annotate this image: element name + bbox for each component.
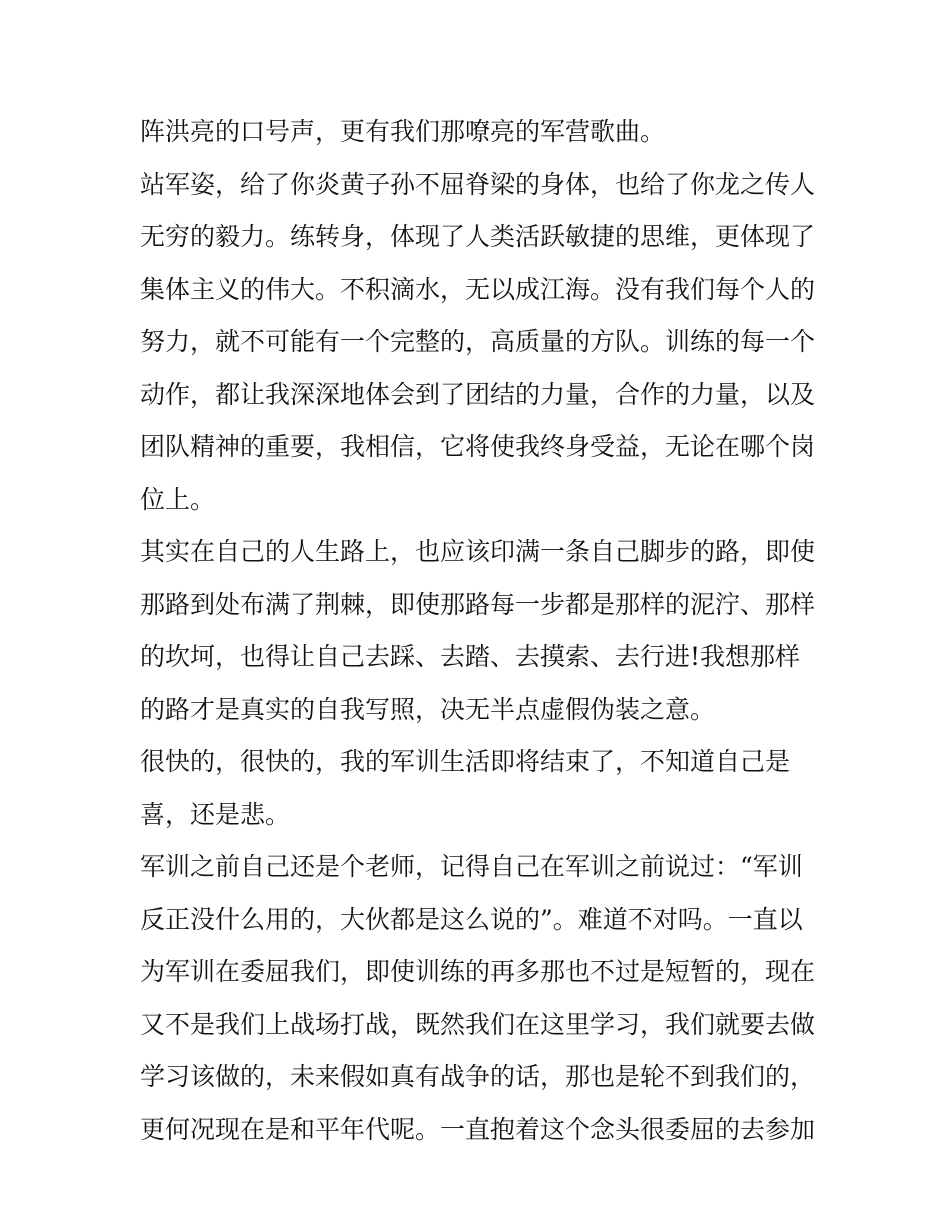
text-line: 喜，还是悲。 <box>140 799 291 829</box>
text-line: 学习该做的，未来假如真有战争的话，那也是轮不到我们的， <box>140 1062 816 1091</box>
text-line: 那路到处布满了荆棘，即使那路每一步都是那样的泥泞、那样 <box>140 589 816 619</box>
text-line: 位上。 <box>140 484 216 514</box>
text-line: 更何况现在是和平年代呢。一直抱着这个念头很委屈的去参加 <box>140 1114 816 1144</box>
text-line: 无穷的毅力。练转身，体现了人类活跃敏捷的思维，更体现了 <box>140 222 816 251</box>
text-line: 站军姿，给了你炎黄子孙不屈脊梁的身体，也给了你龙之传人 <box>140 169 816 199</box>
text-line: 的坎坷，也得让自己去踩、去踏、去摸索、去行进!我想那样 <box>140 642 801 671</box>
text-line: 反正没什么用的，大伙都是这么说的”。难道不对吗。一直以 <box>140 904 803 934</box>
text-line: 军训之前自己还是个老师，记得自己在军训之前说过：“军训 <box>140 852 803 881</box>
text-line: 的路才是真实的自我写照，决无半点虚假伪装之意。 <box>140 694 716 724</box>
text-line: 阵洪亮的口号声，更有我们那嘹亮的军营歌曲。 <box>140 117 666 146</box>
text-line: 团队精神的重要，我相信，它将使我终身受益，无论在哪个岗 <box>140 432 816 461</box>
text-line: 又不是我们上战场打战，既然我们在这里学习，我们就要去做 <box>140 1009 816 1039</box>
document-body <box>140 106 820 1156</box>
text-line: 集体主义的伟大。不积滴水，无以成江海。没有我们每个人的 <box>140 274 816 304</box>
text-line: 其实在自己的人生路上，也应该印满一条自己脚步的路，即使 <box>140 537 816 566</box>
text-line: 为军训在委屈我们，即使训练的再多那也不过是短暂的，现在 <box>140 957 816 986</box>
text-line: 动作，都让我深深地体会到了团结的力量，合作的力量，以及 <box>140 379 816 409</box>
text-line: 努力，就不可能有一个完整的，高质量的方队。训练的每一个 <box>140 327 816 356</box>
text-line: 很快的，很快的，我的军训生活即将结束了，不知道自己是 <box>140 747 791 776</box>
